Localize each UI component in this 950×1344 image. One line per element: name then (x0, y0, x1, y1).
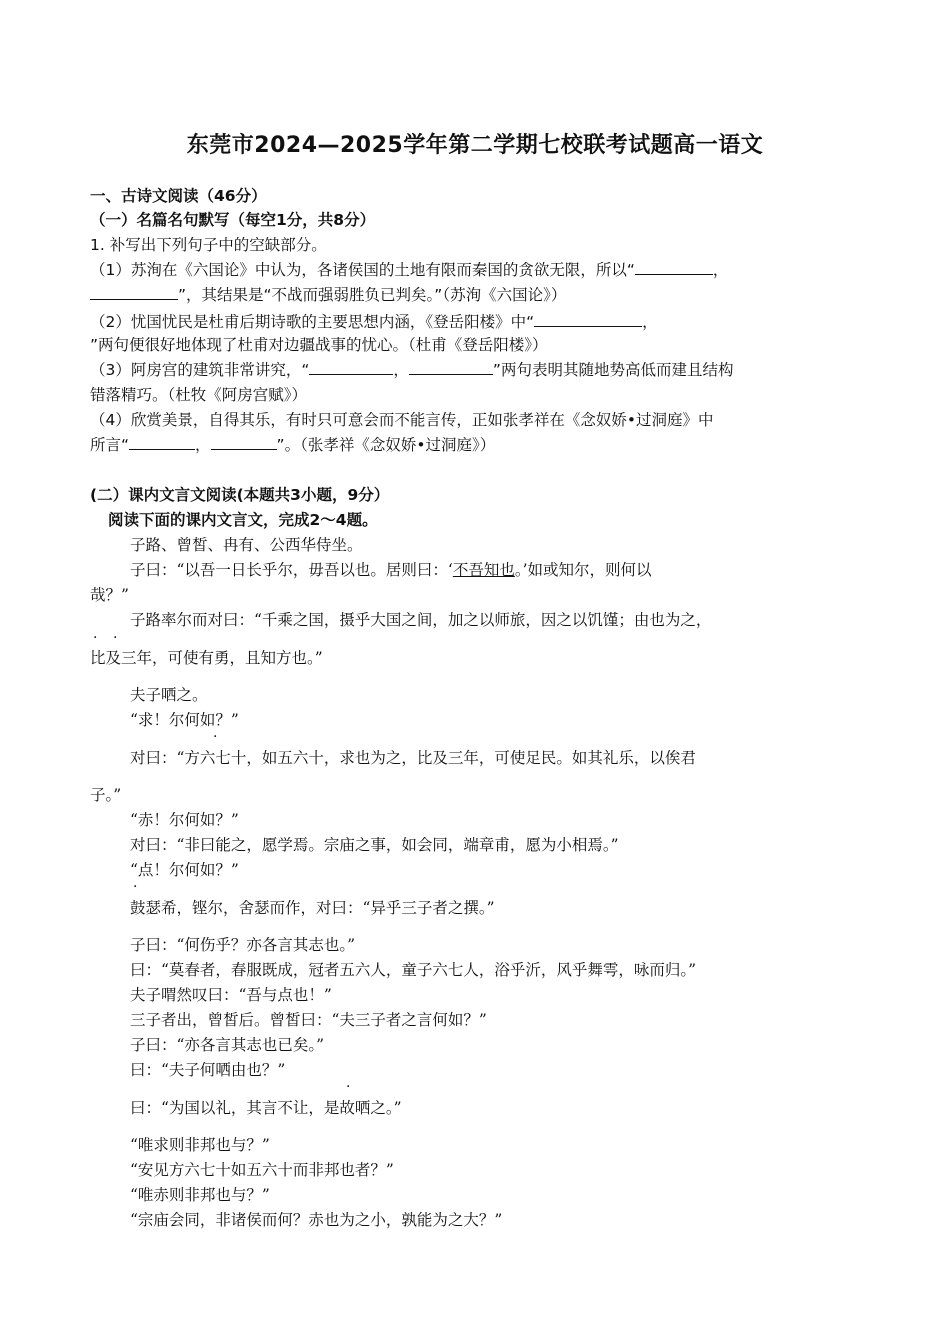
question-item-2 (90, 310, 870, 334)
question-stem: 1. 补写出下列句子中的空缺部分。 (90, 236, 327, 254)
item-text: （1）苏洵在《六国论》中认为，各诸侯国的土地有限而秦国的贪欲无限，所以“ (90, 261, 635, 279)
passage-line: “唯求则非邦也与？” (130, 1136, 270, 1154)
item-text: ， (393, 361, 409, 379)
item-text: ， (712, 261, 729, 279)
answer-blank[interactable] (409, 359, 493, 375)
emphasis-dot: · (93, 630, 98, 646)
passage-line: 哉？” (90, 586, 129, 604)
passage-line: 子路率尔而对曰：“千乘之国，摄乎大国之间，加之以师旅，因之以饥馑；由也为之， (130, 611, 712, 629)
passage-line (130, 558, 910, 582)
section-heading: 一、古诗文阅读（46分） (90, 187, 267, 205)
question-item-4-cont (90, 433, 870, 457)
passage-line: 比及三年，可使有勇，且知方也。” (90, 649, 323, 667)
question-item-1 (90, 258, 870, 282)
passage-line: 曰：“莫春者，春服既成，冠者五六人，童子六七人，浴乎沂，风乎舞雩，咏而归。” (130, 961, 697, 979)
item-text: ”，其结果是“不战而强弱胜负已判矣。”（苏洵《六国论》） (178, 286, 567, 304)
underlined-phrase: 不吾知也 (452, 561, 515, 579)
answer-blank[interactable] (90, 284, 178, 300)
question-item-3-cont: 错落精巧。（杜牧《阿房宫赋》） (90, 386, 308, 404)
section-heading-2: (二）课内文言文阅读(本题共3小题，9分） (90, 486, 390, 504)
instruction: 阅读下面的课内文言文，完成2～4题。 (108, 511, 378, 529)
passage-line: 子。” (90, 786, 122, 804)
passage-text: 子曰：“以吾一日长乎尔，毋吾以也。居则曰：‘ (130, 561, 453, 579)
passage-line: 曰：“为国以礼，其言不让，是故哂之。” (130, 1099, 402, 1117)
answer-blank[interactable] (211, 434, 277, 450)
passage-line: 子曰：“亦各言其志也已矣。” (130, 1036, 325, 1054)
question-item-1-cont (90, 283, 870, 307)
passage-line: 对曰：“非曰能之，愿学焉。宗庙之事，如会同，端章甫，愿为小相焉。” (130, 836, 619, 854)
item-text: （3）阿房宫的建筑非常讲究，“ (90, 361, 310, 379)
question-item-4: （4）欣赏美景，自得其乐，有时只可意会而不能言传，正如张孝祥在《念奴娇•过洞庭》中 (90, 411, 714, 429)
passage-line: “求！尔何如？” (130, 711, 239, 729)
passage-line: “点！尔何如？” (130, 861, 239, 879)
question-item-2-cont: ”两句便很好地体现了杜甫对边疆战事的忧心。（杜甫《登岳阳楼》） (90, 336, 548, 354)
passage-line: 子路、曾皙、冉有、公西华侍坐。 (130, 536, 363, 554)
answer-blank[interactable] (309, 359, 393, 375)
passage-line: “赤！尔何如？” (130, 811, 239, 829)
subsection-heading: （一）名篇名句默写（每空1分，共8分） (90, 211, 376, 229)
answer-blank[interactable] (635, 259, 713, 275)
passage-line: 夫子喟然叹曰：“吾与点也！” (130, 986, 332, 1004)
item-text: 所言“ (90, 436, 130, 454)
passage-line: 曰：“夫子何哂由也？” (130, 1061, 286, 1079)
item-text: ， (642, 313, 658, 331)
item-text: ， (195, 436, 211, 454)
answer-blank[interactable] (129, 434, 195, 450)
emphasis-dot: · (346, 1079, 351, 1095)
emphasis-dot: · (213, 729, 218, 745)
passage-line: “唯赤则非邦也与？” (130, 1186, 270, 1204)
passage-line: “安见方六七十如五六十而非邦也者？” (130, 1161, 394, 1179)
item-text: （2）忧国忧民是杜甫后期诗歌的主要思想内涵，《登岳阳楼》中“ (90, 313, 535, 331)
passage-line: 对曰：“方六七十，如五六十，求也为之，比及三年，可使足民。如其礼乐，以俟君 (130, 749, 696, 767)
item-text: ”。（张孝祥《念奴娇•过洞庭》） (276, 436, 496, 454)
page-title: 东莞市2024—2025学年第二学期七校联考试题高一语文 (186, 133, 764, 158)
emphasis-dot: · (133, 879, 138, 895)
question-item-3 (90, 358, 870, 382)
passage-line: “宗庙会同，非诸侯而何？赤也为之小，孰能为之大？” (130, 1211, 503, 1229)
passage-line: 子曰：“何伤乎？亦各言其志也。” (130, 936, 356, 954)
passage-line: 三子者出，曾皙后。曾皙曰：“夫三子者之言何如？” (130, 1011, 487, 1029)
passage-line: 鼓瑟希，铿尔，舍瑟而作，对曰：“异乎三子者之撰。” (130, 899, 495, 917)
answer-blank[interactable] (534, 311, 642, 327)
emphasis-dot: · (113, 630, 118, 646)
passage-text: 。’如或知尔，则何以 (514, 561, 652, 579)
item-text: ”两句表明其随地势高低而建且结构 (492, 361, 734, 379)
passage-line: 夫子哂之。 (130, 686, 208, 704)
